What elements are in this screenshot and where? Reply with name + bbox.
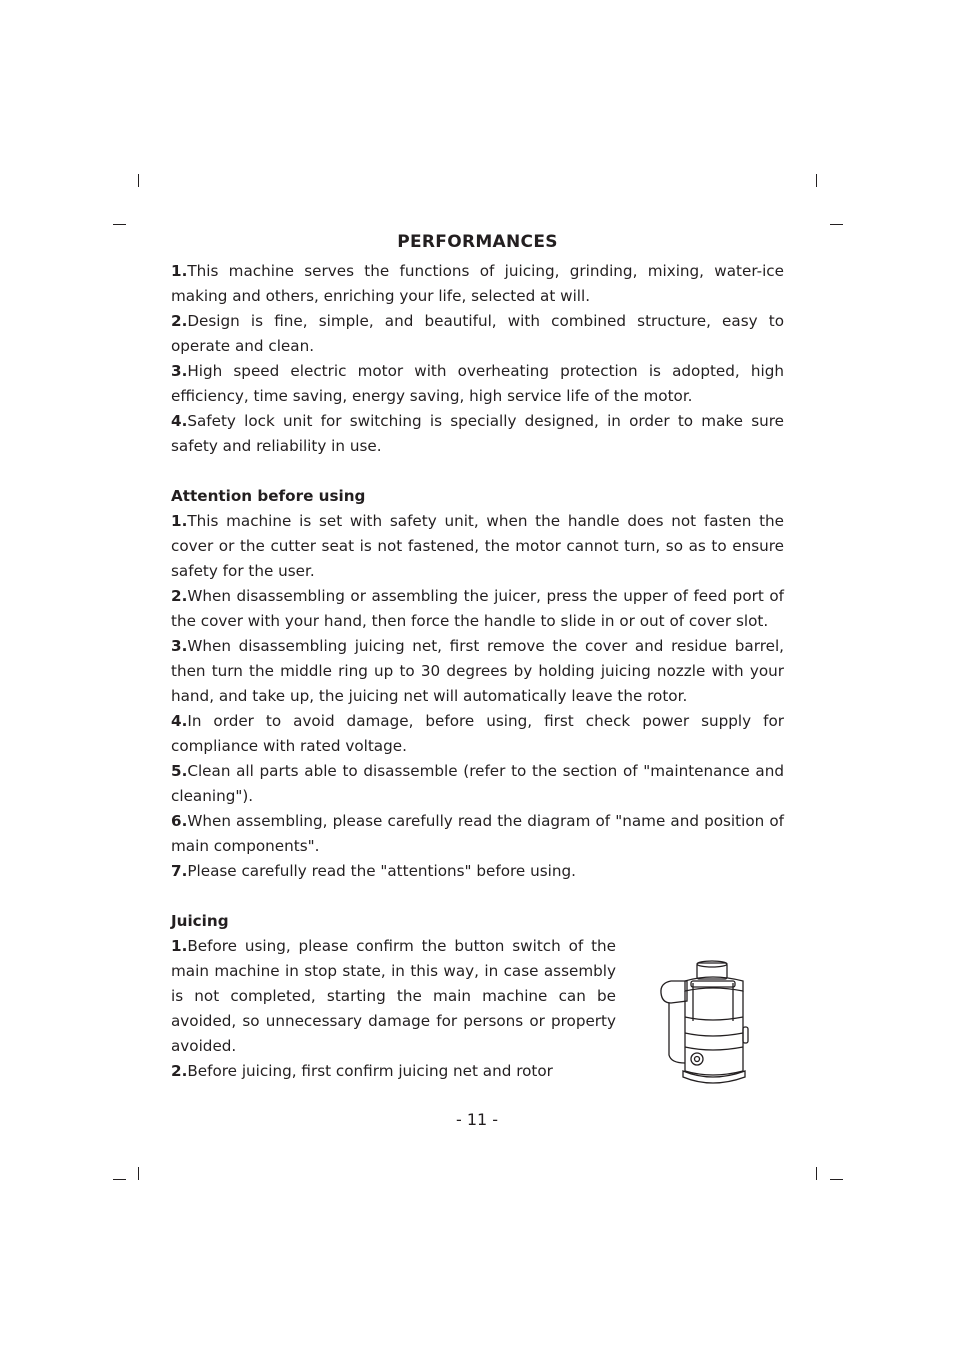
list-item: 4.In order to avoid damage, before using, first check power supply for compliance with rated voltage. [171, 712, 784, 755]
list-item: 7.Please carefully read the "attentions" before using. [171, 862, 576, 880]
list-item: 1.Before using, please confirm the button switch of the main machine in stop state, in this way, in case assembly is not completed, starting the main machine can be avoided, so unnecessary damage for persons or property avoided. [171, 937, 616, 1055]
juicing-section [171, 934, 784, 1084]
crop-mark [816, 1167, 817, 1180]
performances-list [171, 259, 784, 459]
crop-mark [816, 174, 817, 187]
crop-mark [113, 1179, 126, 1180]
crop-mark [830, 1179, 843, 1180]
list-item: 1.This machine serves the functions of juicing, grinding, mixing, water-ice making and others, enriching your life, selected at will. [171, 262, 784, 305]
page-content [171, 228, 784, 1084]
juicing-list [171, 934, 616, 1084]
list-item: 2.Before juicing, first confirm juicing net and rotor [171, 1062, 553, 1080]
list-item: 2.When disassembling or assembling the juicer, press the upper of feed port of the cover with your hand, then force the handle to slide in or out of cover slot. [171, 587, 784, 630]
list-item: 3.High speed electric motor with overheating protection is adopted, high efficiency, time saving, energy saving, high service life of the motor. [171, 362, 784, 405]
crop-mark [138, 1167, 139, 1180]
list-item: 5.Clean all parts able to disassemble (refer to the section of "maintenance and cleaning"). [171, 762, 784, 805]
list-item: 3.When disassembling juicing net, first remove the cover and residue barrel, then turn the middle ring up to 30 degrees by holding juicing nozzle with your hand, and take up, the juicing net will automatically leave the rotor. [171, 637, 784, 705]
list-item: 1.This machine is set with safety unit, when the handle does not fasten the cover or the cutter seat is not fastened, the motor cannot turn, so as to ensure safety for the user. [171, 512, 784, 580]
attention-heading: Attention before using [171, 487, 366, 505]
crop-mark [113, 224, 126, 225]
list-item: 2.Design is fine, simple, and beautiful, with combined structure, easy to operate and clean. [171, 312, 784, 355]
list-item: 4.Safety lock unit for switching is specially designed, in order to make sure safety and reliability in use. [171, 412, 784, 455]
page-number: - 11 - [455, 1110, 499, 1129]
crop-mark [138, 174, 139, 187]
crop-mark [830, 224, 843, 225]
list-item: 6.When assembling, please carefully read the diagram of "name and position of main components". [171, 812, 784, 855]
page-title: PERFORMANCES [397, 232, 558, 252]
attention-list [171, 509, 784, 884]
juicer-illustration [657, 959, 751, 1087]
juicing-heading: Juicing [171, 912, 229, 930]
